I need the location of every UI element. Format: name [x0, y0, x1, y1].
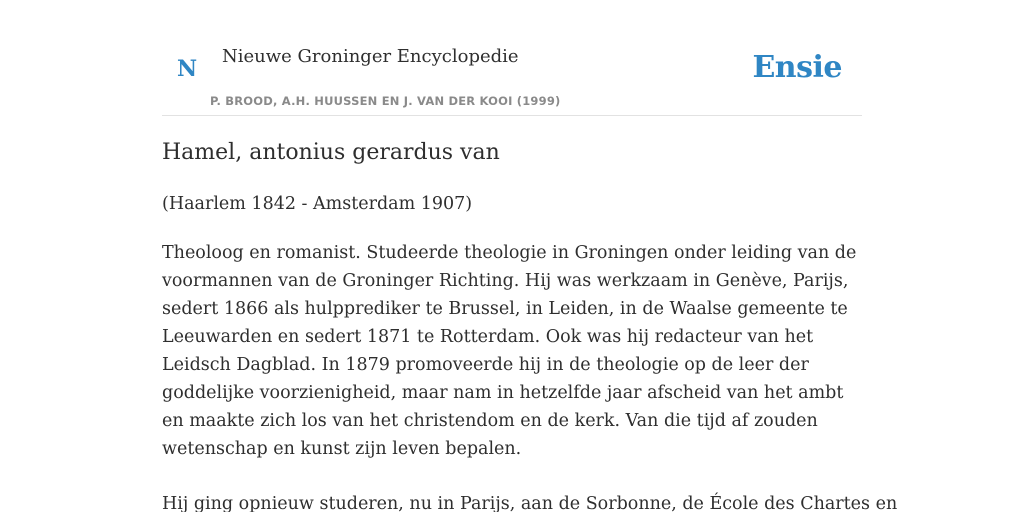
entry-paragraph: Theoloog en romanist. Studeerde theologie in Groningen onder leiding van de voormannen van de Groninger Richting. Hij was werkzaam in Genève, Parijs, sedert 1866 als hulpprediker te Brussel, in Leiden, in de Waalse gemeente te Leeuwarden en sedert 1871 te Rotterdam. Ook was hij redacteur van het Leidsch Dagblad. In 1879 promoveerde hij in de theologie op de leer der goddelijke voorzienigheid, maar nam in hetzelfde jaar afscheid van het ambt en maakte zich los van het christendom en de kerk. Van die tijd af zouden wetenschap en kunst zijn leven bepalen. — [162, 243, 857, 459]
entry-title: Hamel, antonius gerardus van — [162, 140, 500, 165]
page-container — [162, 0, 898, 512]
ensie-logo-link[interactable]: Ensie — [752, 50, 842, 85]
book-title-link[interactable]: Nieuwe Groninger Encyclopedie — [222, 46, 519, 67]
entry-lifespan: (Haarlem 1842 - Amsterdam 1907) — [162, 194, 473, 214]
book-authors: P. BROOD, A.H. HUUSSEN EN J. VAN DER KOOI (1999) — [210, 94, 561, 108]
book-logo[interactable]: N — [177, 56, 198, 82]
book-header — [162, 0, 862, 116]
entry-paragraph: Hij ging opnieuw studeren, nu in Parijs, aan de Sorbonne, de École des Chartes en — [162, 494, 898, 512]
